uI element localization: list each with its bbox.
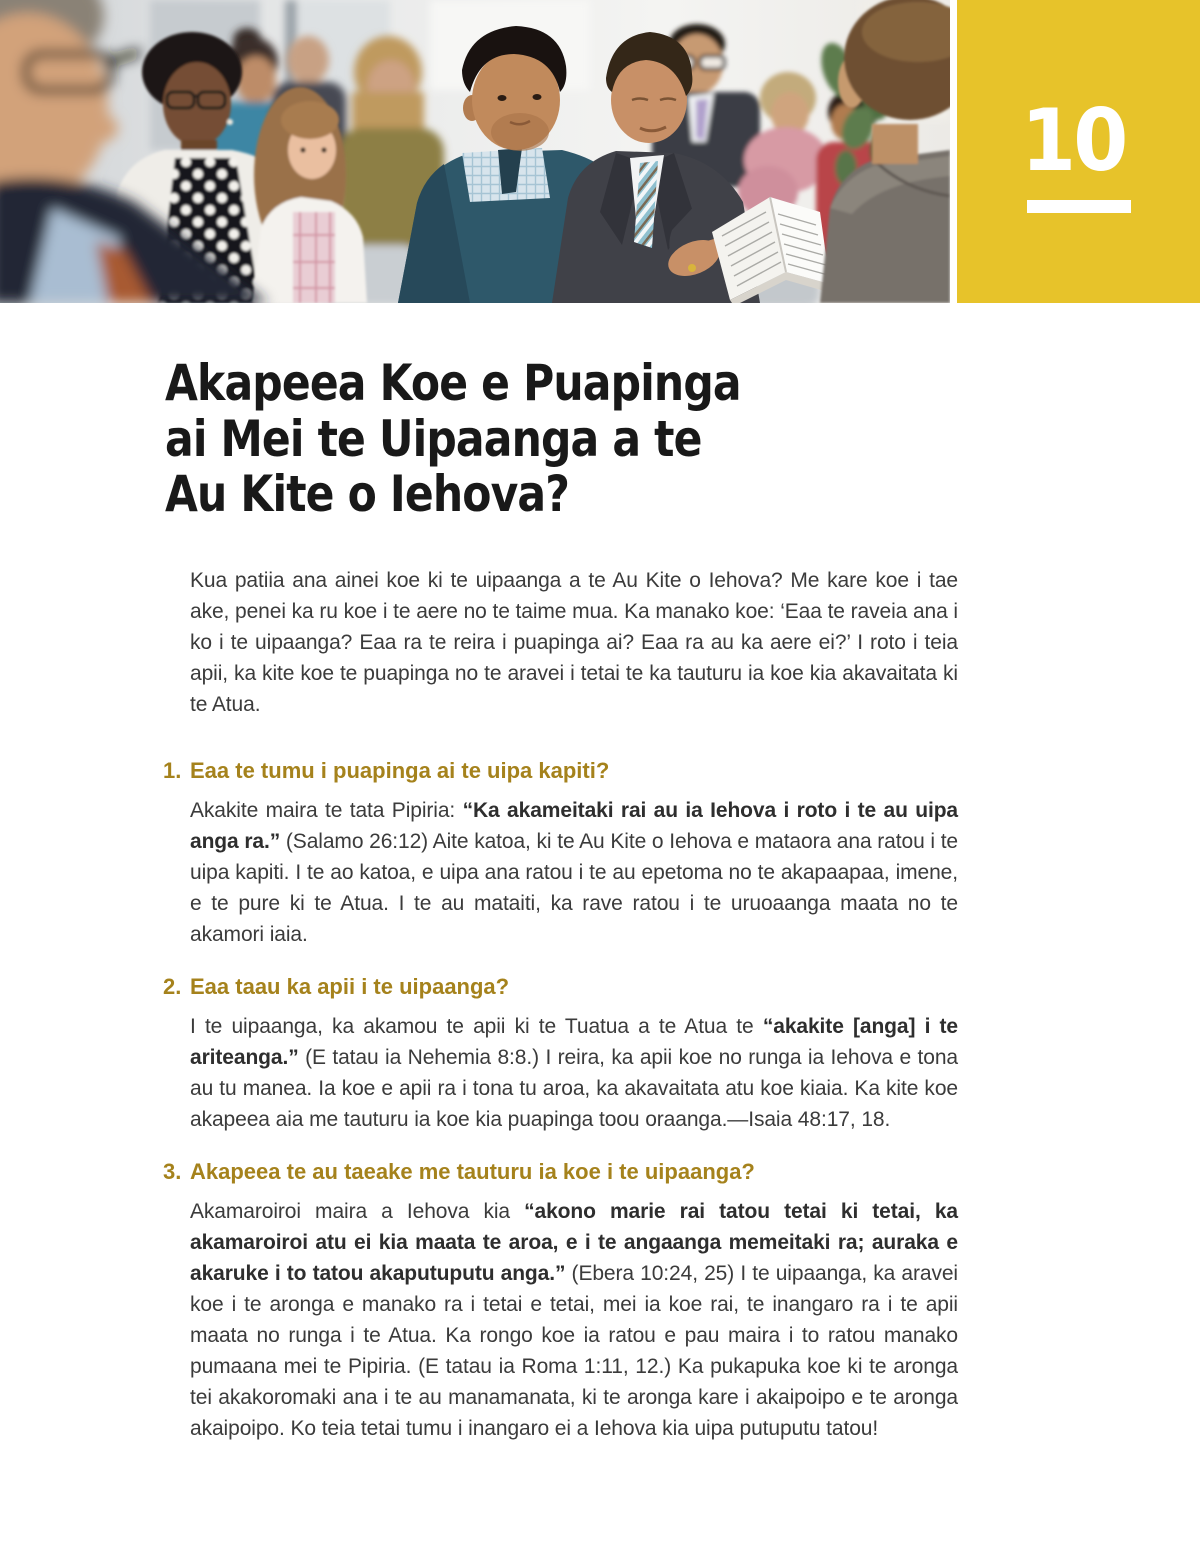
article-title [165, 356, 960, 523]
title-line-1: Akapeea Koe e Puapinga [165, 354, 741, 412]
scripture-quote: “akono marie rai tatou tetai ki tetai, ka akamaroiroi atu ei kia maata te aroa, e i te angaanga memeitaki ra; auraka e akaruke i to tatou akaputuputu anga.” [190, 1199, 958, 1285]
section-2-question [163, 974, 960, 1000]
title-line-2: ai Mei te Uipaanga a te [165, 409, 702, 468]
hero-header [0, 0, 1200, 303]
congregation-meeting-photo [0, 0, 950, 303]
paragraph-text: (E tatau ia Nehemia 8:8.) I reira, ka apii koe no runga ia Iehova e tona au tu manea. Ia koe e apii ra i tona tu aroa, ka akavaitata atu koe kiaia. Ka kite koe akapeea aia me tauturu ia koe kia puapinga toou oraanga.—Isaia 48:17, 18. [190, 1045, 958, 1131]
paragraph-text: Akamaroiroi maira a Iehova kia [190, 1199, 525, 1223]
section-1-paragraph [190, 795, 958, 950]
lesson-number: 10 [1021, 91, 1126, 191]
section-1-question-text: Eaa te tumu i puapinga ai te uipa kapiti? [190, 757, 610, 783]
title-line-3: Au Kite o Iehova? [165, 465, 570, 523]
section-3-question [163, 1159, 960, 1185]
section-2-number: 2. [163, 973, 182, 999]
paragraph-text: I te uipaanga, ka akamou te apii ki te Tuatua a te Atua te [190, 1014, 763, 1038]
study-section-3 [163, 1159, 960, 1444]
congregation-photo-illustration [0, 0, 950, 303]
section-2-question-text: Eaa taau ka apii i te uipaanga? [190, 973, 510, 999]
intro-paragraph: Kua patiia ana ainei koe ki te uipaanga a te Au Kite o Iehova? Me kare koe i tae ake, penei ka ru koe i te aere no te taime mua. Ka manako koe: ‘Eaa te raveia ana i ko i te uipaanga? Eaa ra te reira i puapinga ai? Eaa ra au ka aere ei?’ I roto i teia apii, ka kite koe te puapinga no te aravei i tetai te ka tauturu ia koe kia akavaitata ki te Atua. [190, 568, 958, 716]
lesson-number-underline [1027, 200, 1131, 213]
section-1-question [163, 758, 960, 784]
section-2-paragraph [190, 1011, 958, 1135]
section-3-question-text: Akapeea te au taeake me tauturu ia koe i te uipaanga? [190, 1158, 755, 1184]
study-section-2 [163, 974, 960, 1135]
section-3-number: 3. [163, 1158, 182, 1184]
paragraph-text: (Ebera 10:24, 25) I te uipaanga, ka aravei koe i te aronga e manako ra i tetai e tetai, mei ia koe rai, te inangaro ra i te apii maata no runga i te Atua. Ka rongo koe ia ratou e pau maira i to ratou manako pumaana mei te Pipiria. (E tatau ia Roma 1:11, 12.) Ka pukapuka koe ki te aronga tei akakoromaki ana i te au manamanata, ki te aronga kare i akaipoipo e te aronga akaipoipo. Ko teia tetai tumu i inangaro ei a Iehova kia uipa putuputu tatou! [190, 1261, 958, 1440]
study-section-1 [163, 758, 960, 950]
lesson-number-badge [957, 0, 1200, 303]
section-3-paragraph [190, 1196, 958, 1444]
paragraph-text: Akakite maira te tata Pipiria: [190, 798, 463, 822]
article-content [163, 340, 960, 1444]
scripture-quote: “Ka akameitaki rai au ia Iehova i roto i te au uipa anga ra.” [190, 798, 958, 853]
paragraph-text: (Salamo 26:12) Aite katoa, ki te Au Kite o Iehova e mataora ana ratou i te uipa kapiti. I te ao katoa, e uipa ana ratou i te au epetoma no te akapaapaa, imene, e te pure ki te Atua. I te au mataiti, ka rave ratou i te uruoaanga maata no te akamori iaia. [190, 829, 959, 946]
scripture-quote: “akakite [anga] i te ariteanga.” [190, 1014, 959, 1069]
section-1-number: 1. [163, 757, 182, 783]
